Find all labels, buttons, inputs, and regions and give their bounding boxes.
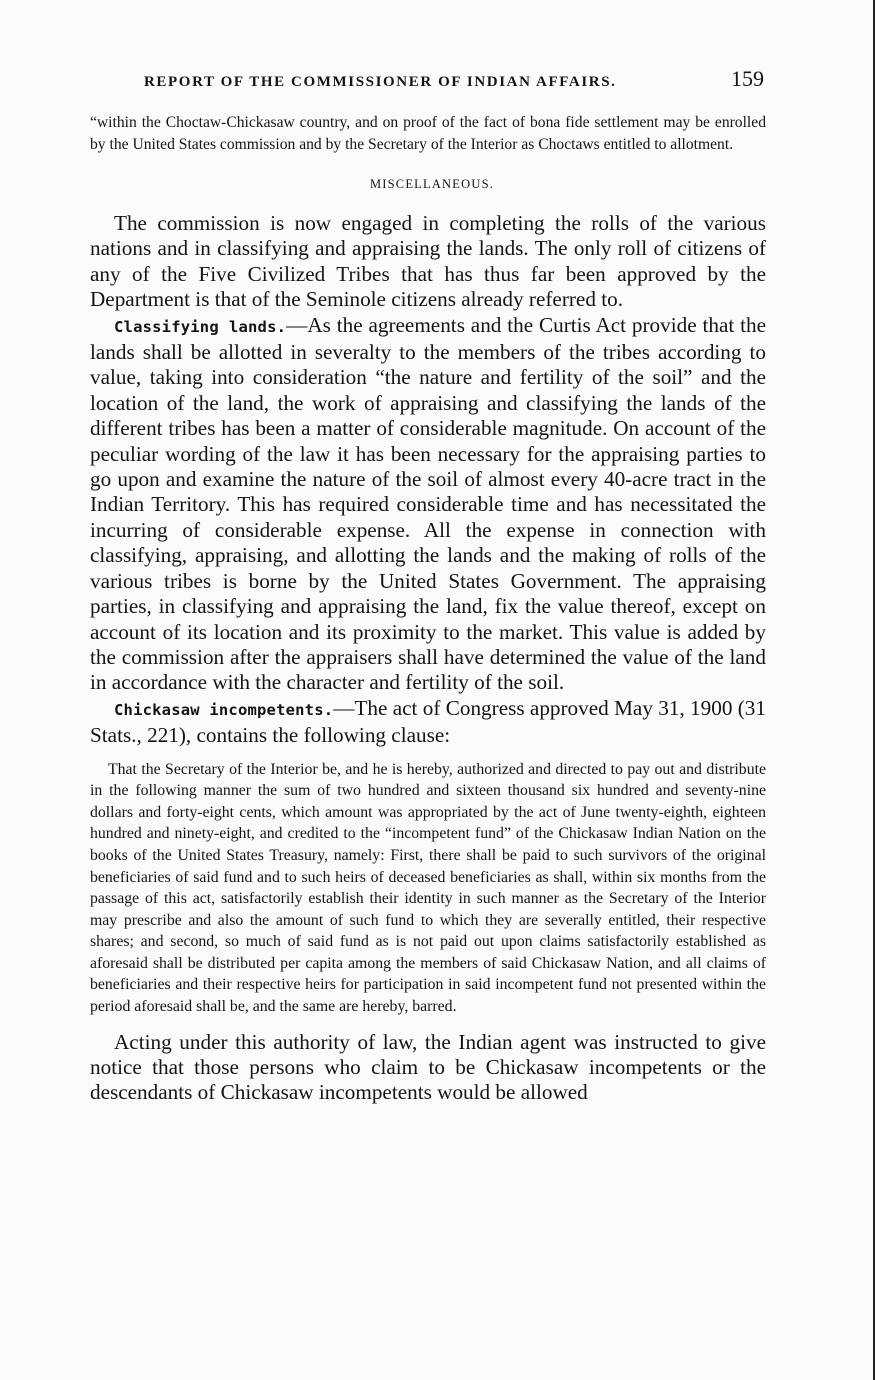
paragraph-chickasaw-incompetents	[90, 696, 766, 749]
paragraph-rolls: The commission is now engaged in completing the rolls of the various nations and in classifying and appraising the lands. The only roll of citizens of any of the Five Civilized Tribes that has thus far been approved by the Department is that of the Seminole citizens already referred to.	[90, 211, 766, 312]
paragraph-classifying-lands	[90, 313, 766, 696]
block-quote-act: That the Secretary of the Interior be, and he is hereby, authorized and directed to pay out and distribute in the following manner the sum of two hundred and sixteen thousand six hundred and seventy-nine dollars and forty-eight cents, which amount was appropriated by the act of June twenty-eighth, eighteen hundred and ninety-eight, and credited to the “incompetent fund” of the Chickasaw Indian Nation on the books of the United States Treasury, namely: First, there shall be paid to such survivors of the original beneficiaries of said fund and to such heirs of deceased beneficiaries as shall, within six months from the passage of this act, satisfactorily establish their identity in such manner as the Secretary of the Interior may prescribe and also the amount of such fund to which they are severally entitled, their respective shares; and second, so much of said fund as is not paid out upon claims satisfactorily established as aforesaid shall be distributed per capita among the members of said Chickasaw Nation, and all claims of beneficiaries and their respective heirs for participation in said incompetent fund not presented within the period aforesaid shall be, and the same are hereby, barred.	[90, 760, 766, 1016]
running-title: REPORT OF THE COMMISSIONER OF INDIAN AFFAIRS.	[144, 74, 617, 90]
run-in-heading-classifying-lands: Classifying lands.	[114, 317, 287, 336]
run-in-heading-chickasaw-incompetents: Chickasaw incompetents.	[114, 700, 334, 719]
paragraph-classifying-lands-text: —As the agreements and the Curtis Act provide that the lands shall be allotted in severalty to the members of the tribes according to value, taking into consideration “the nature and fertility of the soil” and the location of the land, the work of appraising and classifying the lands of the different tribes has been a matter of considerable magnitude. On account of the peculiar wording of the law it has been necessary for the appraising parties to go upon and examine the nature of the soil of almost every 40-acre tract in the Indian Territory. This has required considerable time and has necessitated the incurring of considerable expense. All the expense in connection with classifying, appraising, and allotting the lands and the making of rolls of the various tribes is borne by the United States Government. The appraising parties, in classifying and appraising the land, fix the value thereof, except on account of its location and its proximity to the market. This value is added by the commission after the appraisers shall have determined the value of the land in accordance with the character and fertility of the soil.	[90, 312, 766, 695]
document-page	[90, 66, 766, 1106]
section-heading: MISCELLANEOUS.	[369, 177, 495, 191]
page-number: 159	[731, 66, 764, 91]
running-header	[90, 66, 766, 96]
paragraph-chickasaw-incompetents-text: —The act of Congress approved May 31, 1900 (31 Stats., 221), contains the following clause:	[90, 695, 766, 748]
paragraph-acting-under-authority: Acting under this authority of law, the Indian agent was instructed to give notice that those persons who claim to be Chickasaw incompetents or the descendants of Chickasaw incompetents would be allowed	[90, 1029, 766, 1105]
lead-paragraph: “within the Choctaw-Chickasaw country, and on proof of the fact of bona fide settlement may be enrolled by the United States commission and by the Secretary of the Interior as Choctaws entitled to allotment.	[90, 114, 766, 153]
